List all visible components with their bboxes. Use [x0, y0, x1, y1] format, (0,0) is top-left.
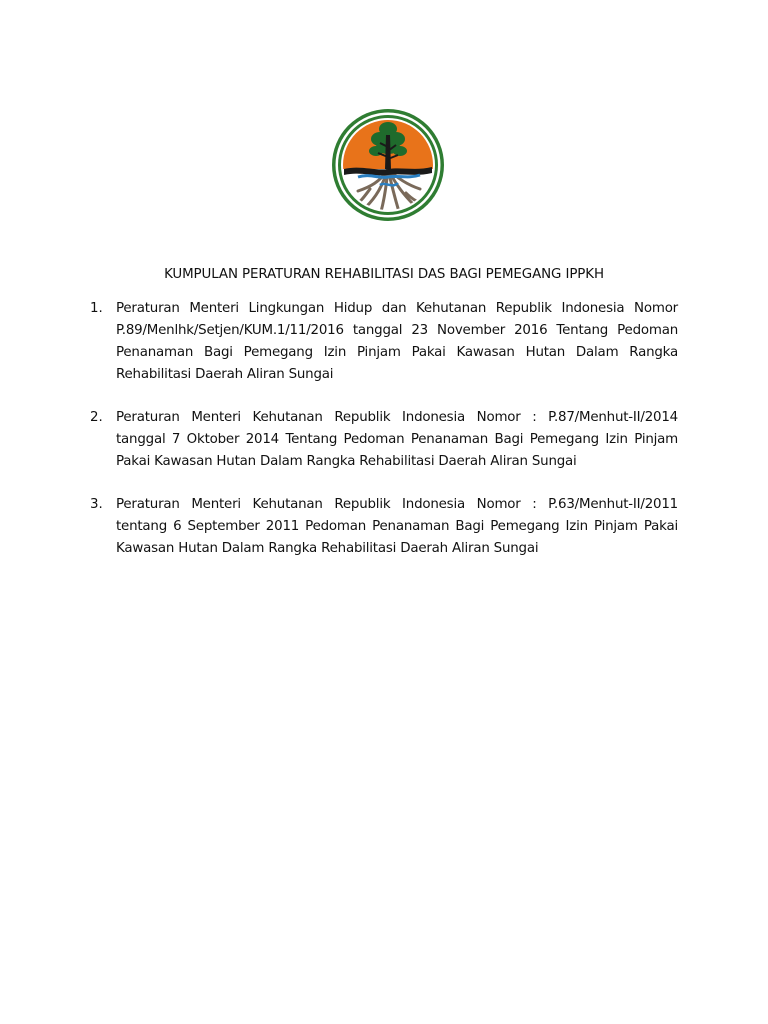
list-item-text: Peraturan Menteri Lingkungan Hidup dan Kehutanan Republik Indonesia Nomor P.89/Menlhk/Setjen/KUM.1/11/2016 tanggal 23 November 2016 Tentang Pedoman Penanaman Bagi Pemegang Izin Pinjam Pakai Kawasan Hutan Dalam Rangka Rehabilitasi Daerah Aliran Sungai: [116, 301, 678, 382]
list-item-number: 2.: [90, 410, 103, 425]
ministry-logo: [330, 107, 446, 223]
list-item: [90, 407, 678, 473]
tree-emblem-icon: [330, 107, 446, 223]
regulation-list: [90, 298, 678, 581]
document-title: KUMPULAN PERATURAN REHABILITASI DAS BAGI PEMEGANG IPPKH: [164, 267, 604, 282]
list-item-number: 3.: [90, 497, 103, 512]
list-item: [90, 494, 678, 560]
list-item-text: Peraturan Menteri Kehutanan Republik Indonesia Nomor : P.87/Menhut-II/2014 tanggal 7 Oktober 2014 Tentang Pedoman Penanaman Bagi Pemegang Izin Pinjam Pakai Kawasan Hutan Dalam Rangka Rehabilitasi Daerah Aliran Sungai: [116, 410, 678, 469]
list-item-text: Peraturan Menteri Kehutanan Republik Indonesia Nomor : P.63/Menhut-II/2011 tentang 6 September 2011 Pedoman Penanaman Bagi Pemegang Izin Pinjam Pakai Kawasan Hutan Dalam Rangka Rehabilitasi Daerah Aliran Sungai: [116, 497, 678, 556]
list-item: [90, 298, 678, 386]
list-item-number: 1.: [90, 301, 103, 316]
